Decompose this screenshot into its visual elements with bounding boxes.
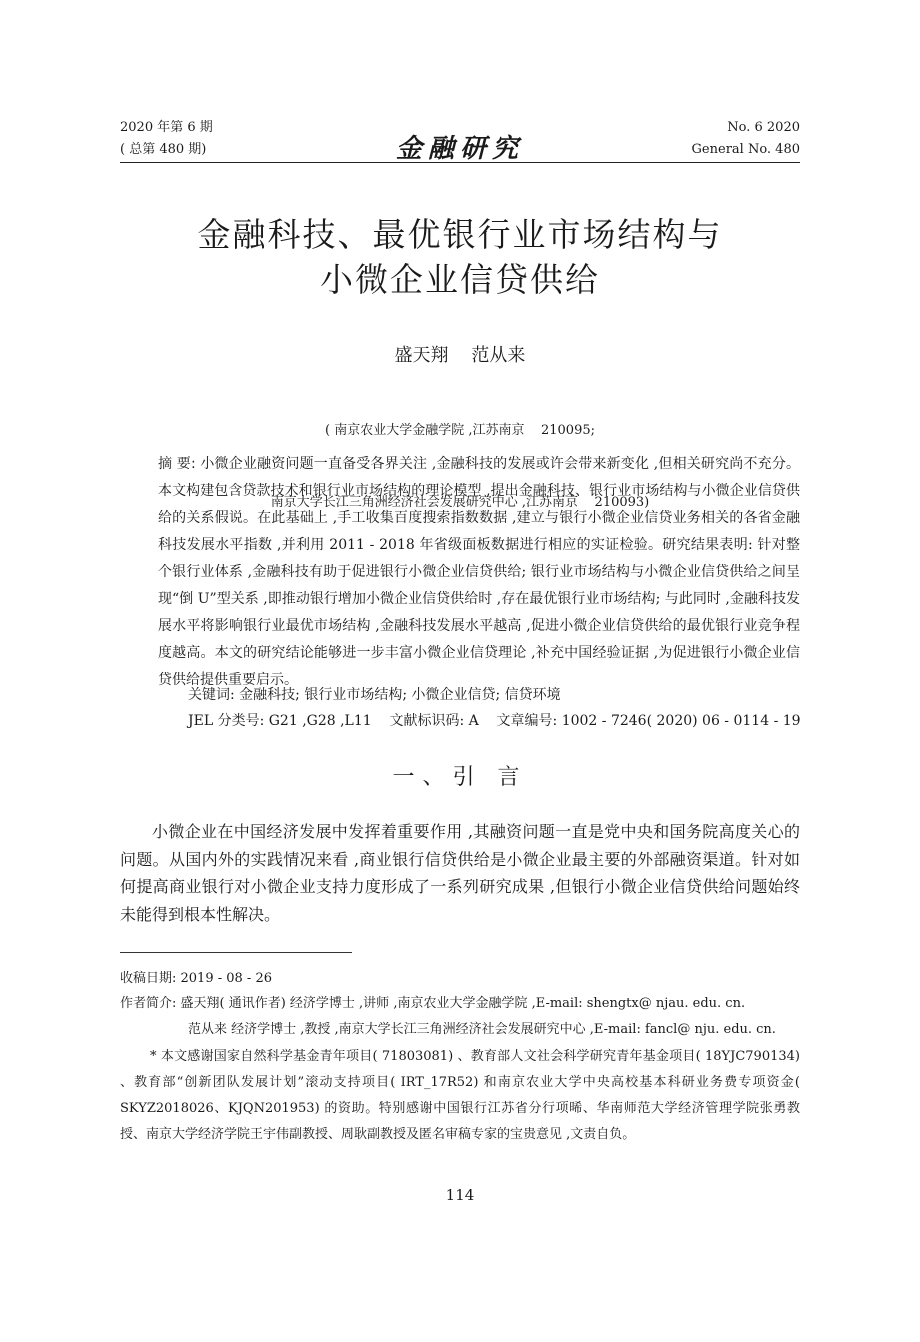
abstract-text: 小微企业融资问题一直备受各界关注 ,金融科技的发展或许会带来新变化 ,但相关研究尚不充分。本文构建包含贷款技术和银行业市场结构的理论模型 ,提出金融科技、银行业市场结构与小微企业信贷供给的关系假说。在此基础上 ,手工收集百度搜索指数数据 ,建立与银行小微企业信贷业务相关的各省金融科技发展水平指数 ,并利用 2011 - 2018 年省级面板数据进行相应的实证检验。研究结果表明: 针对整个银行业体系 ,金融科技有助于促进银行小微企业信贷供给; 银行业市场结构与小微企业信贷供给之间呈现“倒 U”型关系 ,即推动银行增加小微企业信贷供给时 ,存在最优银行业市场结构; 与此同时 ,金融科技发展水平将影响银行业最优市场结构 ,金融科技发展水平越高 ,促进小微企业信贷供给的最优银行业竞争程度越高。本文的研究结论能够进一步丰富小微企业信贷理论 ,补充中国经验证据 ,为促进银行小微企业信贷供给提供重要启示。: [158, 456, 800, 688]
section-heading: 一、引 言: [392, 765, 528, 790]
footnote-rule: [120, 952, 352, 953]
header-rule: [120, 162, 800, 163]
page-number: 114: [445, 1186, 475, 1204]
article-authors: 盛天翔 范从来: [394, 345, 526, 366]
abstract-label: 摘 要:: [158, 456, 196, 472]
footnote-author-1: 作者简介: 盛天翔( 通讯作者) 经济学博士 ,讲师 ,南京农业大学金融学院 ,E-mail: shengtx@ njau. edu. cn.: [120, 996, 746, 1011]
article-title-line2: 小微企业信贷供给: [320, 260, 600, 299]
intro-paragraph: 小微企业在中国经济发展中发挥着重要作用 ,其融资问题一直是党中央和国务院高度关心的问题。从国内外的实践情况来看 ,商业银行信贷供给是小微企业最主要的外部融资渠道。针对如何提高商业银行对小微企业支持力度形成了一系列研究成果 ,但银行小微企业信贷供给问题始终未能得到根本性解决。: [120, 822, 800, 924]
footnote-funding: * 本文感谢国家自然科学基金青年项目( 71803081) 、教育部人文社会科学研究青年基金项目( 18YJC790134) 、教育部“创新团队发展计划”滚动支持项目( IRT_17R52) 和南京农业大学中央高校基本科研业务费专项资金( SKYZ2018026、KJQN201953) 的资助。特别感谢中国银行江苏省分行项晞、华南师范大学经济管理学院张勇教授、南京大学经济学院王宇伟副教授、周耿副教授及匿名审稿专家的宝贵意见 ,文责自负。: [120, 1049, 800, 1142]
header-right: [692, 117, 800, 161]
journal-logo: 金融研究: [395, 134, 524, 164]
header-year-issue: 2020 年第 6 期: [120, 120, 213, 135]
header-total-issue: ( 总第 480 期): [120, 142, 207, 157]
affiliation-line1: ( 南京农业大学金融学院 ,江苏南京 210095;: [324, 423, 595, 438]
header-issue-en: No. 6 2020: [727, 120, 800, 135]
keywords-text: 金融科技; 银行业市场结构; 小微企业信贷; 信贷环境: [234, 687, 561, 703]
keywords: [188, 683, 561, 707]
footnote-received: 收稿日期: 2019 - 08 - 26: [120, 971, 272, 986]
header-general-en: General No. 480: [691, 142, 800, 157]
affiliation-line2: 南京大学长江三角洲经济社会发展研究中心 ,江苏南京 210093): [270, 495, 650, 510]
article-title-line1: 金融科技、最优银行业市场结构与: [197, 215, 723, 254]
keywords-label: 关键词:: [188, 687, 235, 703]
jel-classification: JEL 分类号: G21 ,G28 ,L11 文献标识码: A 文章编号: 1002 - 7246( 2020) 06 - 0114 - 19: [188, 713, 801, 729]
footnote-author-2: 范从来 经济学博士 ,教授 ,南京大学长江三角洲经济社会发展研究中心 ,E-mail: fancl@ nju. edu. cn.: [188, 1022, 776, 1037]
article-title: [0, 212, 920, 302]
abstract: [158, 451, 800, 694]
